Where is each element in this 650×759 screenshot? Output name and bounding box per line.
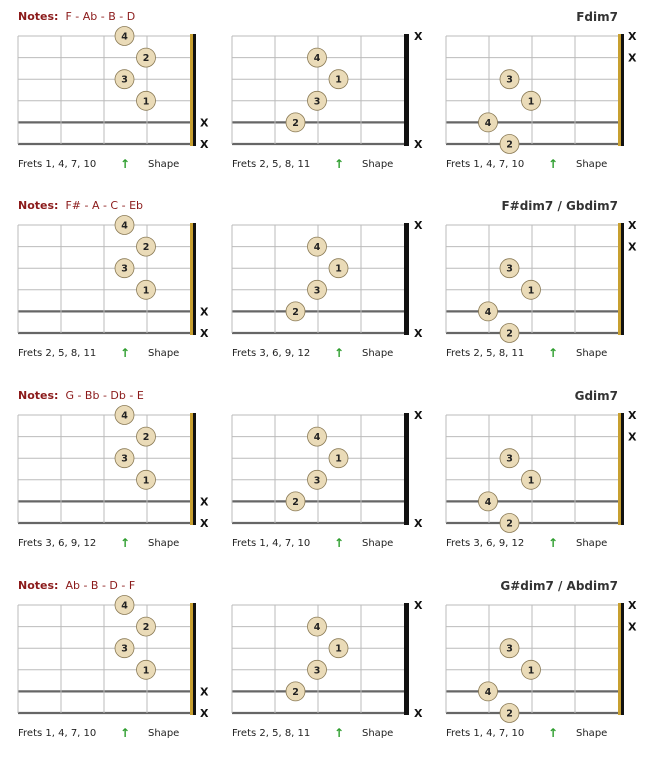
finger-number: 4	[484, 306, 492, 318]
finger-number: 3	[506, 453, 513, 465]
finger-number: 1	[142, 285, 150, 297]
frets-text: Frets 2, 5, 8, 11	[232, 728, 311, 739]
finger-dot	[137, 280, 156, 299]
frets-text: Frets 1, 4, 7, 10	[232, 538, 311, 549]
notes-label: Notes:	[18, 10, 59, 23]
chord-name: Fdim7	[576, 10, 618, 24]
diagram-caption	[18, 158, 223, 172]
fretboard	[446, 219, 650, 350]
finger-number: 2	[142, 242, 150, 254]
finger-number: 1	[335, 263, 342, 275]
finger-dot	[522, 470, 541, 489]
nut-gold-strip	[190, 34, 193, 146]
nut-bar	[404, 34, 409, 146]
nut-bar	[404, 223, 409, 335]
frets-text: Frets 2, 5, 8, 11	[232, 159, 311, 170]
finger-number: 4	[313, 432, 321, 444]
diagram-caption	[232, 347, 437, 361]
arrow-up-icon: ↑	[548, 726, 559, 740]
frets-text: Frets 2, 5, 8, 11	[446, 348, 525, 359]
diagram-caption	[18, 537, 223, 551]
finger-number: 3	[313, 285, 321, 297]
arrow-up-icon: ↑	[548, 157, 559, 171]
frets-text: Frets 1, 4, 7, 10	[18, 159, 97, 170]
finger-dot	[500, 704, 519, 723]
mute-marker: X	[628, 30, 637, 43]
mute-marker: X	[628, 599, 637, 612]
diagram-caption	[446, 727, 650, 741]
chord-diagram	[232, 599, 437, 740]
frets-text: Frets 1, 4, 7, 10	[446, 728, 525, 739]
chord-row	[0, 199, 650, 379]
finger-dot	[286, 113, 305, 132]
diagram-caption	[232, 158, 437, 172]
finger-dot	[500, 70, 519, 89]
diagram-caption	[18, 347, 223, 361]
fretboard	[446, 599, 650, 730]
finger-dot	[115, 406, 134, 425]
chord-diagram	[232, 409, 437, 550]
finger-dot	[479, 302, 498, 321]
finger-number: 2	[506, 139, 513, 151]
finger-number: 2	[506, 518, 513, 530]
finger-number: 3	[506, 74, 513, 86]
fretboard	[232, 219, 437, 350]
chord-diagram	[18, 220, 223, 360]
finger-number: 2	[506, 328, 513, 340]
chord-name: G#dim7 / Abdim7	[500, 579, 618, 593]
finger-dot	[308, 48, 327, 67]
chord-diagram	[18, 31, 223, 171]
finger-number: 3	[313, 665, 321, 677]
finger-number: 4	[484, 496, 492, 508]
mute-marker: X	[414, 327, 423, 340]
shape-label: Shape	[148, 159, 180, 170]
chord-diagram	[446, 409, 650, 550]
chord-row	[0, 10, 650, 190]
finger-number: 2	[292, 686, 299, 698]
finger-number: 2	[292, 306, 299, 318]
arrow-up-icon: ↑	[334, 346, 345, 360]
notes-value: G - Bb - Db - E	[65, 389, 144, 402]
notes-label: Notes:	[18, 579, 59, 592]
finger-number: 1	[142, 475, 150, 487]
finger-dot	[479, 492, 498, 511]
nut-gold-strip	[618, 603, 621, 715]
finger-number: 1	[335, 643, 342, 655]
finger-number: 2	[142, 432, 150, 444]
mute-marker: X	[200, 707, 209, 720]
diagram-caption	[446, 537, 650, 551]
shape-label: Shape	[362, 159, 394, 170]
finger-number: 3	[121, 453, 128, 465]
notes-line	[18, 199, 143, 213]
finger-number: 4	[313, 622, 321, 634]
finger-number: 1	[527, 475, 535, 487]
notes-label: Notes:	[18, 389, 59, 402]
mute-marker: X	[628, 219, 637, 232]
finger-dot	[329, 259, 348, 278]
frets-text: Frets 3, 6, 9, 12	[446, 538, 525, 549]
finger-dot	[522, 91, 541, 110]
nut-gold-strip	[618, 413, 621, 525]
mute-marker: X	[628, 409, 637, 422]
nut-gold-strip	[190, 413, 193, 525]
mute-marker: X	[414, 707, 423, 720]
notes-value: F - Ab - B - D	[65, 10, 136, 23]
shape-label: Shape	[576, 728, 608, 739]
nut-bar	[193, 413, 196, 525]
mute-marker: X	[200, 495, 209, 509]
notes-value: Ab - B - D - F	[65, 579, 136, 592]
finger-dot	[286, 682, 305, 701]
shape-label: Shape	[148, 538, 180, 549]
finger-number: 1	[335, 74, 342, 86]
notes-label: Notes:	[18, 199, 59, 212]
shape-label: Shape	[576, 348, 608, 359]
shape-label: Shape	[362, 348, 394, 359]
frets-text: Frets 3, 6, 9, 12	[232, 348, 311, 359]
nut-bar	[621, 223, 624, 335]
finger-number: 3	[121, 263, 128, 275]
arrow-up-icon: ↑	[334, 157, 345, 171]
shape-label: Shape	[148, 728, 180, 739]
finger-number: 4	[121, 600, 128, 612]
nut-gold-strip	[618, 223, 621, 335]
finger-dot	[115, 449, 134, 468]
finger-dot	[137, 48, 156, 67]
finger-number: 1	[527, 285, 535, 297]
notes-value: F# - A - C - Eb	[65, 199, 144, 212]
shape-label: Shape	[576, 538, 608, 549]
finger-dot	[137, 91, 156, 110]
mute-marker: X	[414, 599, 423, 612]
fretboard	[18, 31, 223, 161]
finger-number: 4	[313, 242, 321, 254]
chord-diagram	[18, 410, 223, 550]
mute-marker: X	[200, 685, 209, 699]
finger-dot	[500, 135, 519, 154]
finger-dot	[308, 660, 327, 679]
mute-marker: X	[200, 327, 209, 340]
finger-dot	[137, 427, 156, 446]
finger-dot	[137, 470, 156, 489]
finger-number: 2	[142, 622, 150, 634]
finger-dot	[137, 237, 156, 256]
diagram-caption	[18, 727, 223, 741]
frets-text: Frets 1, 4, 7, 10	[18, 728, 97, 739]
fretboard	[18, 220, 223, 350]
finger-dot	[522, 660, 541, 679]
mute-marker: X	[628, 620, 637, 634]
fretboard	[18, 410, 223, 540]
fretboard	[446, 409, 650, 540]
arrow-up-icon: ↑	[120, 346, 131, 360]
chord-diagram	[446, 219, 650, 360]
finger-dot	[115, 259, 134, 278]
nut-bar	[193, 223, 196, 335]
finger-dot	[115, 639, 134, 658]
arrow-up-icon: ↑	[334, 726, 345, 740]
shape-label: Shape	[576, 159, 608, 170]
mute-marker: X	[200, 138, 209, 151]
mute-marker: X	[628, 51, 637, 65]
chord-diagram	[446, 30, 650, 171]
arrow-up-icon: ↑	[120, 157, 131, 171]
mute-marker: X	[414, 138, 423, 151]
finger-dot	[137, 660, 156, 679]
finger-dot	[308, 427, 327, 446]
chord-name: F#dim7 / Gbdim7	[501, 199, 618, 213]
mute-marker: X	[414, 219, 423, 232]
finger-number: 4	[484, 117, 492, 129]
finger-number: 2	[292, 496, 299, 508]
finger-number: 1	[335, 453, 342, 465]
mute-marker: X	[414, 517, 423, 530]
chord-row	[0, 579, 650, 759]
finger-number: 3	[121, 643, 128, 655]
nut-gold-strip	[618, 34, 621, 146]
finger-dot	[500, 259, 519, 278]
finger-dot	[479, 682, 498, 701]
finger-number: 3	[313, 475, 321, 487]
diagram-caption	[232, 727, 437, 741]
frets-text: Frets 1, 4, 7, 10	[446, 159, 525, 170]
nut-bar	[193, 603, 196, 715]
finger-dot	[500, 639, 519, 658]
nut-bar	[621, 603, 624, 715]
finger-dot	[500, 514, 519, 533]
finger-number: 2	[292, 117, 299, 129]
mute-marker: X	[200, 305, 209, 319]
finger-dot	[500, 449, 519, 468]
finger-dot	[115, 216, 134, 235]
finger-dot	[329, 449, 348, 468]
finger-dot	[308, 617, 327, 636]
nut-bar	[193, 34, 196, 146]
mute-marker: X	[628, 430, 637, 444]
mute-marker: X	[414, 409, 423, 422]
chord-diagram	[18, 600, 223, 740]
shape-label: Shape	[362, 538, 394, 549]
nut-bar	[404, 413, 409, 525]
finger-number: 1	[142, 96, 150, 108]
fretboard	[232, 409, 437, 540]
frets-text: Frets 3, 6, 9, 12	[18, 538, 97, 549]
nut-bar	[621, 413, 624, 525]
finger-number: 2	[506, 708, 513, 720]
chord-diagram	[446, 599, 650, 740]
diagram-caption	[446, 347, 650, 361]
finger-dot	[308, 280, 327, 299]
finger-dot	[500, 324, 519, 343]
finger-dot	[522, 280, 541, 299]
finger-number: 1	[527, 96, 535, 108]
arrow-up-icon: ↑	[334, 536, 345, 550]
chord-diagram	[232, 219, 437, 360]
nut-gold-strip	[190, 223, 193, 335]
fretboard	[232, 599, 437, 730]
finger-number: 1	[527, 665, 535, 677]
notes-line	[18, 389, 144, 403]
finger-dot	[479, 113, 498, 132]
finger-number: 4	[121, 220, 128, 232]
nut-bar	[621, 34, 624, 146]
finger-number: 3	[313, 96, 321, 108]
finger-dot	[286, 492, 305, 511]
mute-marker: X	[200, 517, 209, 530]
finger-dot	[308, 237, 327, 256]
chord-diagram	[232, 30, 437, 171]
finger-dot	[329, 70, 348, 89]
fretboard	[446, 30, 650, 161]
chord-row	[0, 389, 650, 569]
finger-number: 3	[121, 74, 128, 86]
arrow-up-icon: ↑	[548, 346, 559, 360]
diagram-caption	[446, 158, 650, 172]
shape-label: Shape	[148, 348, 180, 359]
finger-number: 4	[121, 410, 128, 422]
arrow-up-icon: ↑	[120, 726, 131, 740]
finger-dot	[115, 70, 134, 89]
finger-dot	[115, 27, 134, 46]
finger-number: 2	[142, 53, 150, 65]
finger-dot	[308, 91, 327, 110]
fretboard	[18, 600, 223, 730]
arrow-up-icon: ↑	[120, 536, 131, 550]
notes-line	[18, 10, 135, 24]
finger-dot	[115, 596, 134, 615]
finger-number: 3	[506, 263, 513, 275]
notes-line	[18, 579, 135, 593]
nut-gold-strip	[190, 603, 193, 715]
finger-number: 4	[484, 686, 492, 698]
finger-dot	[137, 617, 156, 636]
mute-marker: X	[628, 240, 637, 254]
arrow-up-icon: ↑	[548, 536, 559, 550]
frets-text: Frets 2, 5, 8, 11	[18, 348, 97, 359]
mute-marker: X	[200, 116, 209, 130]
finger-dot	[286, 302, 305, 321]
finger-number: 3	[506, 643, 513, 655]
finger-number: 1	[142, 665, 150, 677]
finger-dot	[329, 639, 348, 658]
diagram-caption	[232, 537, 437, 551]
finger-number: 4	[313, 53, 321, 65]
chord-name: Gdim7	[574, 389, 618, 403]
shape-label: Shape	[362, 728, 394, 739]
fretboard	[232, 30, 437, 161]
finger-number: 4	[121, 31, 128, 43]
finger-dot	[308, 470, 327, 489]
nut-bar	[404, 603, 409, 715]
mute-marker: X	[414, 30, 423, 43]
